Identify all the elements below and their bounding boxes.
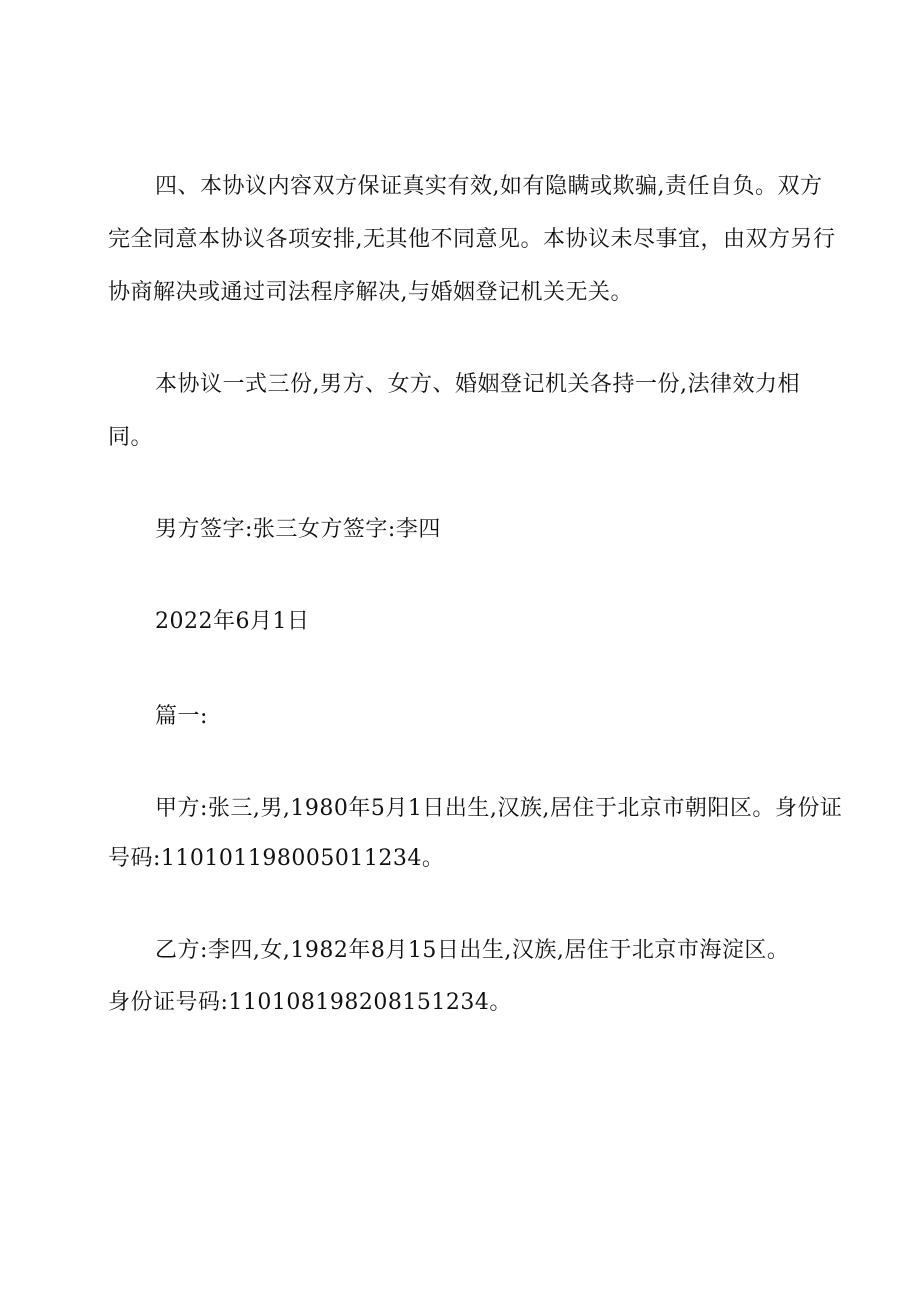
party-a-line-1: 甲方:张三,男,1980年5月1日出生,汉族,居住于北京市朝阳区。身份证 xyxy=(155,796,843,821)
copies-line-1: 本协议一式三份,男方、女方、婚姻登记机关各持一份,法律效力相 xyxy=(155,372,800,397)
party-a-line-2: 号码:110101198005011234。 xyxy=(108,846,445,871)
copies-line-2: 同。 xyxy=(108,425,154,450)
clause4-line-2: 完全同意本协议各项安排,无其他不同意见。本协议未尽事宜，由双方另行 xyxy=(108,227,836,252)
signature-line: 男方签字:张三女方签字:李四 xyxy=(155,517,441,542)
party-b-line-2: 身份证号码:110108198208151234。 xyxy=(108,990,512,1015)
clause4-line-1: 四、本协议内容双方保证真实有效,如有隐瞒或欺骗,责任自负。双方 xyxy=(155,174,823,199)
section-title: 篇一: xyxy=(155,704,208,729)
date-line: 2022年6月1日 xyxy=(155,609,310,634)
clause4-line-3: 协商解决或通过司法程序解决,与婚姻登记机关无关。 xyxy=(108,280,633,305)
party-b-line-1: 乙方:李四,女,1982年8月15日出生,汉族,居住于北京市海淀区。 xyxy=(155,938,790,963)
